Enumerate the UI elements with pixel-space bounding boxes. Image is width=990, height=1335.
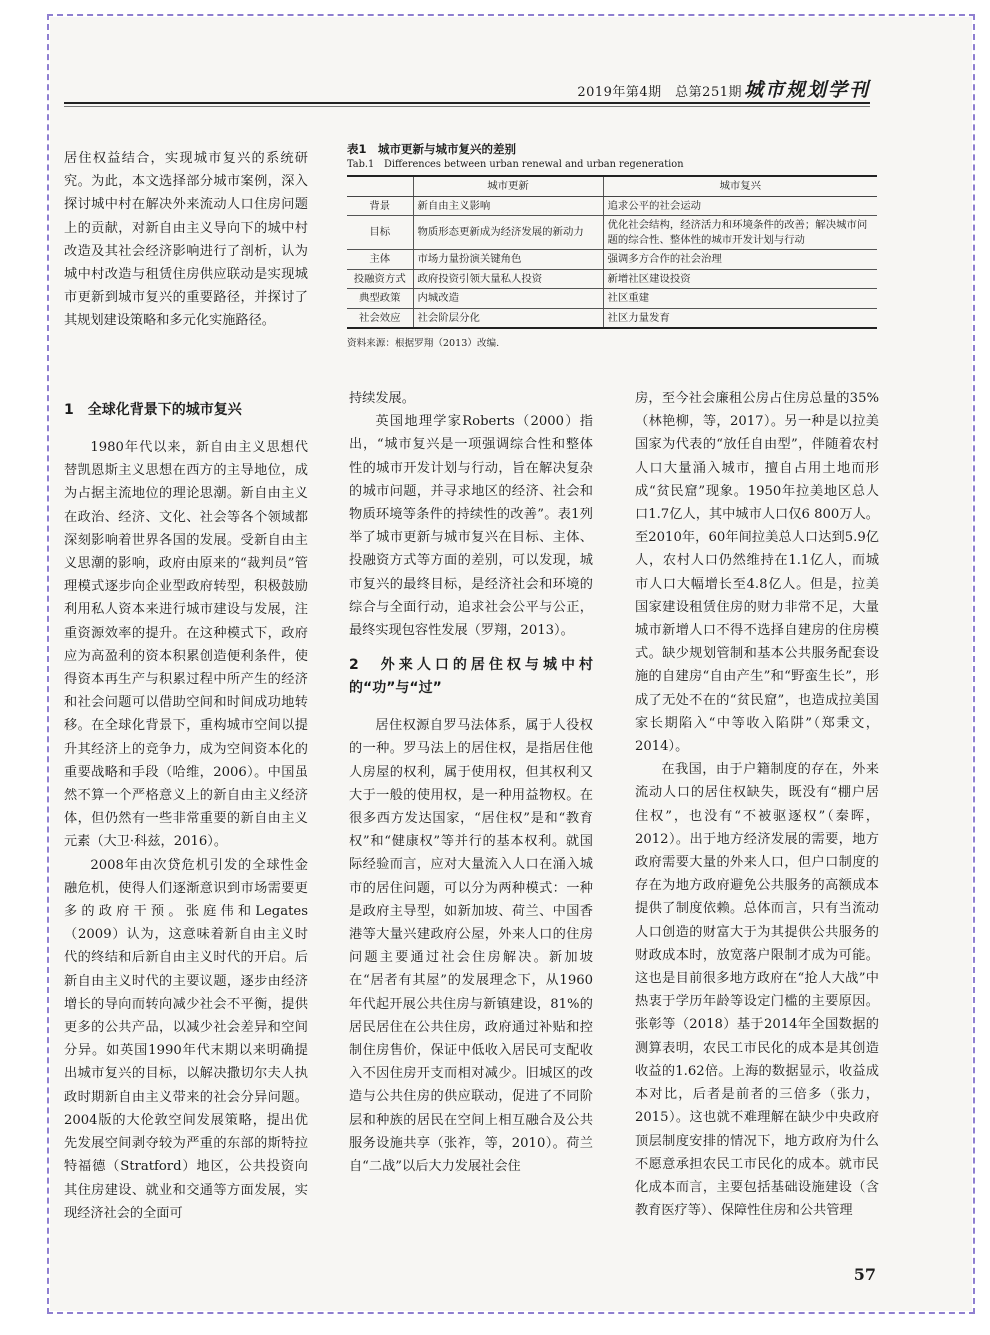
- table-header-cell: [347, 176, 413, 196]
- section-heading-2: 2 外来人口的居住权与城中村的“功”与“过”: [349, 657, 593, 697]
- table-row: [347, 289, 877, 309]
- table-cell: 社区力量发育: [603, 308, 877, 328]
- column-3: [635, 387, 879, 1222]
- body-paragraph: 居住权源自罗马法体系，属于人役权的一种。罗马法上的居住权，是指居住他人房屋的权利，属于使用权，但其权利又大于一般的使用权，是一种用益物权。在很多西方发达国家，“居住权”是和“教育权”和“健康权”等并行的基本权利。就国际经验而言，应对大量流入人口在涌入城市的居住问题，可以分为两种模式：一种是政府主导型，如新加坡、荷兰、中国香港等大量兴建政府公屋，外来人口的住房问题主要通过社会住房解决。新加坡在“居者有其屋”的发展理念下，从1960年代起开展公共住房与新镇建设，81%的居民居住在公共住房，政府通过补贴和控制住房售价，保证中低收入居民可支配收入不因住房开支而相对减少。旧城区的改造与公共住房的供应联动，促进了不同阶层和种族的居民在空间上相互融合及公共服务设施共享（张祚，等，2010）。荷兰自“二战”以后大力发展社会住: [349, 718, 593, 1175]
- column-1-intro: [64, 147, 308, 333]
- table-caption-cn: 表1 城市更新与城市复兴的差别: [347, 142, 516, 156]
- column-1: [64, 387, 308, 1225]
- table-cell: 政府投资引领大量私人投资: [413, 269, 603, 289]
- header-rule-thin: [64, 106, 870, 107]
- table-cell: 社会效应: [347, 308, 413, 328]
- table-cell: 社会阶层分化: [413, 308, 603, 328]
- column-2: [349, 387, 593, 1178]
- header-rule: [64, 102, 870, 104]
- table-cell: 背景: [347, 196, 413, 216]
- table-header-cell: 城市更新: [413, 176, 603, 196]
- journal-page: [50, 17, 972, 1311]
- table-row: [347, 308, 877, 328]
- body-paragraph: 2008年由次贷危机引发的全球性金融危机，使得人们逐渐意识到市场需要更多的政府干预。张庭伟和Legates（2009）认为，这意味着新自由主义时代的终结和后新自由主义时代的开启。后新自由主义时代的主要议题，逐步由经济增长的导向而转向减少社会不平衡，提供更多的公共产品，以减少社会差异和空间分异。如英国1990年代末期以来明确提出城市复兴的目标，以解决撒切尔夫人执政时期新自由主义带来的社会分异问题。2004版的大伦敦空间发展策略，提出优先发展空间剥夺较为严重的东部的斯特拉特福德（Stratford）地区，公共投资向其住房建设、就业和交通等方面发展，实现经济社会的全面可: [64, 857, 308, 1221]
- running-header: [64, 75, 870, 103]
- table-cell: 主体: [347, 250, 413, 270]
- section-heading-1: 1 全球化背景下的城市复兴: [64, 402, 242, 418]
- table-cell: 物质形态更新成为经济发展的新动力: [413, 216, 603, 250]
- table-cell: 典型政策: [347, 289, 413, 309]
- table-1: [347, 141, 877, 349]
- table-row: [347, 216, 877, 250]
- table-cell: 内城改造: [413, 289, 603, 309]
- table-row: [347, 196, 877, 216]
- table-cell: 追求公平的社会运动: [603, 196, 877, 216]
- table-cell: 目标: [347, 216, 413, 250]
- table-cell: 优化社会结构，经济活力和环境条件的改善；解决城市问题的综合性、整体性的城市开发计划与行动: [603, 216, 877, 250]
- table-caption-en: Tab.1 Differences between urban renewal and urban regeneration: [347, 159, 684, 170]
- header-issue: 2019年第4期 总第251期: [577, 85, 742, 100]
- body-paragraph: 1980年代以来，新自由主义思想代替凯恩斯主义思想在西方的主导地位，成为占据主流地位的理论思潮。新自由主义在政治、经济、文化、社会等各个领域都深刻影响着世界各国的发展。受新自由主义思潮的影响，政府由原来的“裁判员”管理模式逐步向企业型政府转型，积极鼓励利用私人资本来进行城市建设与发展，注重资源效率的提升。在这种模式下，政府应为高盈利的资本积累创造便利条件，使得资本再生产与积累过程中所产生的经济和社会问题可以借助空间和时间成功地转移。在全球化背景下，重构城市空间以提升其经济上的竞争力，成为空间资本化的重要战略和手段（哈维，2006）。中国虽然不算一个严格意义上的新自由主义经济体，但仍然有一些非常重要的新自由主义元素（大卫·科兹，2016）。: [64, 440, 308, 850]
- page-number: 57: [853, 1265, 876, 1284]
- table-cell: 强调多方合作的社会治理: [603, 250, 877, 270]
- table-header-row: [347, 176, 877, 196]
- journal-logo: 城市规划学刊: [743, 79, 870, 101]
- table-cell: 投融资方式: [347, 269, 413, 289]
- table-source-note: 资料来源：根据罗翔（2013）改编.: [347, 338, 500, 349]
- comparison-table: [347, 175, 877, 329]
- table-row: [347, 269, 877, 289]
- table-row: [347, 250, 877, 270]
- table-cell: 新增社区建设投资: [603, 269, 877, 289]
- body-paragraph: 房，至今社会廉租公房占住房总量的35%（林艳柳，等，2017）。另一种是以拉美国家为代表的“放任自由型”，伴随着农村人口大量涌入城市，擅自占用土地而形成“贫民窟”现象。1950年拉美地区总人口1.7亿人，其中城市人口仅6 800万人。至2010年，60年间拉美总人口达到5.9亿人，农村人口仍然维持在1.1亿人，而城市人口大幅增长至4.8亿人。但是，拉美国家建设租赁住房的财力非常不足，大量城市新增人口不得不选择自建房的住房模式。缺少规划管制和基本公共服务配套设施的自建房“自由产生”和“野蛮生长”，形成了无处不在的“贫民窟”，也造成拉美国家长期陷入“中等收入陷阱”（郑秉文，2014）。: [635, 391, 879, 755]
- intro-paragraph: 居住权益结合，实现城市复兴的系统研究。为此，本文选择部分城市案例，深入探讨城中村在解决外来流动人口住房问题上的贡献，对新自由主义导向下的城中村改造及其社会经济影响进行了剖析，认为城中村改造与租赁住房供应联动是实现城市更新到城市复兴的重要路径，并探讨了其规划建设策略和多元化实施路径。: [64, 151, 308, 329]
- body-paragraph: 持续发展。: [349, 391, 415, 406]
- table-header-cell: 城市复兴: [603, 176, 877, 196]
- body-paragraph: 英国地理学家Roberts（2000）指出，“城市复兴是一项强调综合性和整体性的城市开发计划与行动，旨在解决复杂的城市问题，并寻求地区的经济、社会和物质环境等条件的持续性的改善”。表1列举了城市更新与城市复兴在目标、主体、投融资方式等方面的差别，可以发现，城市复兴的最终目标，是经济社会和环境的综合与全面行动，追求社会公平与公正，最终实现包容性发展（罗翔，2013）。: [349, 414, 593, 639]
- body-paragraph: 在我国，由于户籍制度的存在，外来流动人口的居住权缺失，既没有“棚户居住权”，也没有“不被驱逐权”（秦晖，2012）。出于地方经济发展的需要，地方政府需要大量的外来人口，但户口制度的存在为地方政府避免公共服务的高额成本提供了制度依赖。总体而言，只有当流动人口创造的财富大于为其提供公共服务的财政成本时，放宽落户限制才成为可能。这也是目前很多地方政府在“抢人大战”中热衷于学历年龄等设定门槛的主要原因。张彰等（2018）基于2014年全国数据的测算表明，农民工市民化的成本是其创造收益的1.62倍。上海的数据显示，收益成本对比，后者是前者的三倍多（张力，2015）。这也就不难理解在缺少中央政府顶层制度安排的情况下，地方政府为什么不愿意承担农民工市民化的成本。就市民化成本而言，主要包括基础设施建设（含教育医疗等）、保障性住房和公共管理: [635, 762, 879, 1219]
- table-cell: 社区重建: [603, 289, 877, 309]
- table-cell: 市场力量扮演关键角色: [413, 250, 603, 270]
- table-cell: 新自由主义影响: [413, 196, 603, 216]
